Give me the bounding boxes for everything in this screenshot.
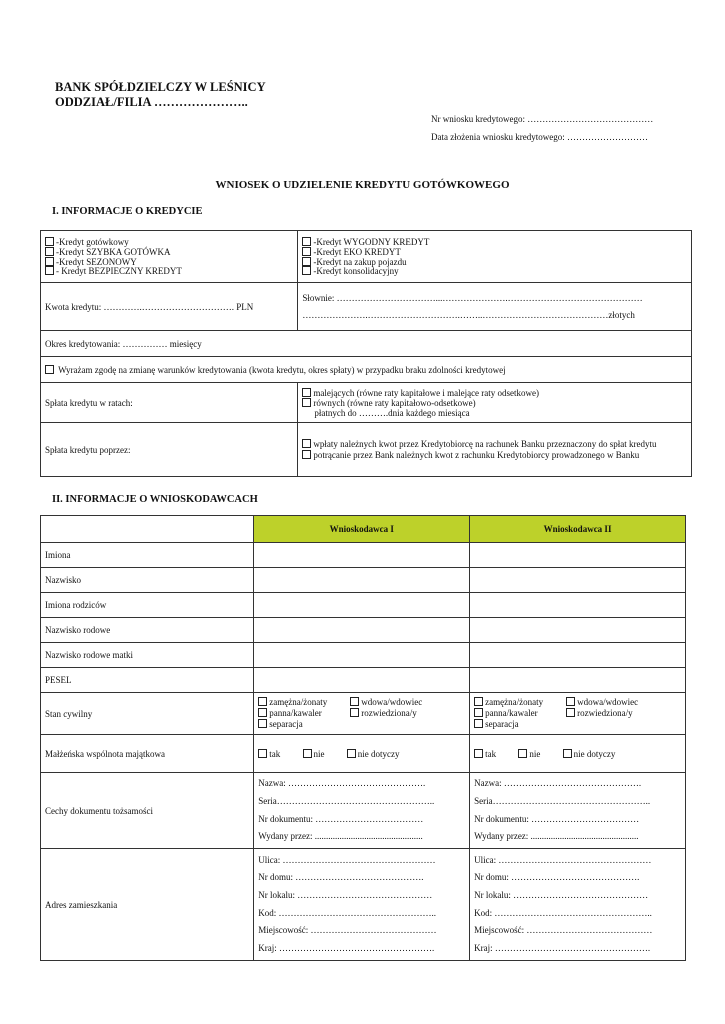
checkbox[interactable] (45, 266, 54, 275)
street-field[interactable]: Ulica: …………………………………………… (474, 854, 652, 865)
credit-type-label: -Kredyt SEZONOWY (56, 256, 137, 267)
option-married: zamężna/żonaty (269, 697, 328, 707)
checkbox[interactable] (258, 708, 267, 717)
amount-in-words[interactable] (298, 283, 692, 331)
application-number-field[interactable]: Nr wniosku kredytowego: …………………………………… (431, 114, 654, 124)
repayment-option-deduction: potrącanie przez Bank należnych kwot z rachunku Kredytobiorcy prowadzonego w Banku (313, 449, 640, 460)
country-field[interactable]: Kraj: ……………………………………………. (474, 942, 651, 953)
applicant-2-surname-input[interactable] (470, 568, 686, 593)
option-no: nie (529, 748, 541, 759)
credit-types-left (41, 231, 298, 283)
credit-info-table (40, 230, 692, 477)
credit-type-label: -Kredyt gotówkowy (56, 237, 129, 248)
row-label-mother-family-name: Nazwisko rodowe matki (41, 643, 254, 668)
checkbox[interactable] (258, 749, 267, 758)
applicant-2-mother-family-name-input[interactable] (470, 643, 686, 668)
option-not-applicable: nie dotyczy (357, 748, 400, 759)
row-label-family-name: Nazwisko rodowe (41, 618, 254, 643)
checkbox[interactable] (45, 247, 54, 256)
application-date-field[interactable]: Data złożenia wniosku kredytowego: ……………………… (431, 132, 648, 142)
option-widowed: wdowa/wdowiec (577, 697, 639, 707)
checkbox[interactable] (302, 237, 311, 246)
option-divorced: rozwiedziona/y (361, 708, 417, 718)
checkbox[interactable] (302, 388, 311, 397)
applicant-2-property (470, 735, 686, 773)
id-name-field[interactable]: Nazwa: ………………………………………. (258, 778, 426, 789)
repayment-label: Spłata kredytu poprzez: (41, 423, 298, 477)
option-no: nie (313, 748, 325, 759)
branch-line: ODDZIAŁ/FILIA ………………….. (55, 95, 248, 109)
applicant-2-id-document (470, 773, 686, 849)
checkbox[interactable] (302, 450, 311, 459)
option-widowed: wdowa/wdowiec (361, 697, 423, 707)
checkbox[interactable] (45, 365, 54, 374)
consent-row (41, 357, 692, 383)
row-label-pesel: PESEL (41, 668, 254, 693)
credit-period-field[interactable]: Okres kredytowania: …………… miesięcy (41, 331, 692, 357)
credit-type-label: -Kredyt SZYBKA GOTÓWKA (56, 246, 171, 257)
repayment-option-transfer: wpłaty należnych kwot przez Kredytobiorcę na rachunek Banku przeznaczony do spłat kredytu (313, 438, 657, 449)
checkbox[interactable] (45, 237, 54, 246)
id-series-field[interactable]: Seria…………………………………………….. (258, 795, 435, 806)
checkbox[interactable] (302, 439, 311, 448)
option-single: panna/kawaler (485, 708, 538, 718)
postal-code-field[interactable]: Kod: …………………………………………….. (258, 907, 437, 918)
section-2-heading: II. INFORMACJE O WNIOSKODAWCACH (52, 494, 258, 505)
applicant-1-civil-status (254, 693, 470, 735)
applicant-1-header: Wnioskodawca I (254, 516, 470, 543)
checkbox[interactable] (302, 398, 311, 407)
checkbox[interactable] (566, 697, 575, 706)
credit-type-label: -Kredyt WYGODNY KREDYT (313, 237, 430, 248)
section-1-heading: I. INFORMACJE O KREDYCIE (52, 206, 203, 217)
applicant-2-address (470, 849, 686, 961)
row-label-parents-names: Imiona rodziców (41, 593, 254, 618)
credit-type-label: - Kredyt BEZPIECZNY KREDYT (56, 266, 182, 277)
checkbox[interactable] (518, 749, 527, 758)
checkbox[interactable] (474, 719, 483, 728)
checkbox[interactable] (45, 257, 54, 266)
applicant-2-first-names-input[interactable] (470, 543, 686, 568)
id-issuer-field[interactable]: Wydany przez: ................................................ (258, 831, 423, 842)
row-label-address: Adres zamieszkania (41, 849, 254, 961)
option-yes: tak (485, 748, 497, 759)
applicant-1-surname-input[interactable] (254, 568, 470, 593)
applicant-2-pesel-input[interactable] (470, 668, 686, 693)
bank-name: BANK SPÓŁDZIELCZY W LEŚNICY (55, 80, 266, 94)
checkbox[interactable] (258, 719, 267, 728)
row-label-property: Małżeńska wspólnota majątkowa (41, 735, 254, 773)
applicant-1-pesel-input[interactable] (254, 668, 470, 693)
apartment-number-field[interactable]: Nr lokalu: ……………………………………… (474, 889, 649, 900)
checkbox[interactable] (347, 749, 356, 758)
applicant-1-address (254, 849, 470, 961)
applicant-1-property (254, 735, 470, 773)
applicant-1-mother-family-name-input[interactable] (254, 643, 470, 668)
country-field[interactable]: Kraj: ……………………………………………. (258, 942, 435, 953)
applicant-1-family-name-input[interactable] (254, 618, 470, 643)
checkbox[interactable] (566, 708, 575, 717)
city-field[interactable]: Miejscowość: …………………………………… (258, 925, 437, 936)
city-field[interactable]: Miejscowość: …………………………………… (474, 925, 653, 936)
checkbox[interactable] (302, 266, 311, 275)
header-empty-cell (41, 516, 254, 543)
applicants-table (40, 515, 686, 961)
checkbox[interactable] (474, 697, 483, 706)
bank-header (55, 80, 266, 110)
applicant-1-first-names-input[interactable] (254, 543, 470, 568)
option-single: panna/kawaler (269, 708, 322, 718)
row-label-id-document: Cechy dokumentu tożsamości (41, 773, 254, 849)
checkbox[interactable] (563, 749, 572, 758)
id-number-field[interactable]: Nr dokumentu: ……………………………… (474, 813, 640, 824)
id-name-field[interactable]: Nazwa: ………………………………………. (474, 778, 642, 789)
checkbox[interactable] (350, 697, 359, 706)
row-label-surname: Nazwisko (41, 568, 254, 593)
payment-day-field[interactable]: płatnych do ……….dnia każdego miesiąca (314, 407, 470, 418)
checkbox[interactable] (302, 247, 311, 256)
credit-type-label: -Kredyt EKO KREDYT (313, 246, 401, 257)
installments-label: Spłata kredytu w ratach: (41, 383, 298, 423)
checkbox[interactable] (474, 749, 483, 758)
house-number-field[interactable]: Nr domu: ……………………………………. (258, 872, 424, 883)
option-yes: tak (269, 748, 281, 759)
option-not-applicable: nie dotyczy (573, 748, 616, 759)
option-divorced: rozwiedziona/y (577, 708, 633, 718)
option-married: zamężna/żonaty (485, 697, 544, 707)
repayment-options (298, 423, 692, 477)
credit-amount-field[interactable]: Kwota kredytu: ………….…………………………. PLN (41, 283, 298, 331)
checkbox[interactable] (258, 697, 267, 706)
applicant-2-civil-status (470, 693, 686, 735)
applicant-2-family-name-input[interactable] (470, 618, 686, 643)
applicant-2-header: Wnioskodawca II (470, 516, 686, 543)
applicant-2-parents-names-input[interactable] (470, 593, 686, 618)
option-separated: separacja (269, 719, 303, 729)
installments-options (298, 383, 692, 423)
id-issuer-field[interactable]: Wydany przez: ................................................ (474, 831, 639, 842)
row-label-first-names: Imiona (41, 543, 254, 568)
street-field[interactable]: Ulica: …………………………………………… (258, 854, 436, 865)
apartment-number-field[interactable]: Nr lokalu: ……………………………………… (258, 889, 433, 900)
row-label-civil-status: Stan cywilny (41, 693, 254, 735)
applicant-1-id-document (254, 773, 470, 849)
option-separated: separacja (485, 719, 519, 729)
credit-type-label: -Kredyt konsolidacyjny (313, 266, 399, 277)
postal-code-field[interactable]: Kod: …………………………………………….. (474, 907, 652, 918)
document-title: WNIOSEK O UDZIELENIE KREDYTU GOTÓWKOWEGO (215, 179, 510, 191)
checkbox[interactable] (474, 708, 483, 717)
words-line-1: Słownie: ……………………………...………………….……………………………………… (302, 293, 643, 303)
applicant-1-parents-names-input[interactable] (254, 593, 470, 618)
words-line-2: ………………….………………………….……..……………………………………złotych (302, 309, 635, 320)
installments-option-equal: równych (równe raty kapitałowo-odsetkowe) (313, 397, 476, 408)
house-number-field[interactable]: Nr domu: ……………………………………. (474, 872, 640, 883)
consent-text: Wyrażam zgodę na zmianę warunków kredytowania (kwota kredytu, okres spłaty) w przypadku braku zdolności kredytowej (58, 364, 506, 375)
id-series-field[interactable]: Seria…………………………………………….. (474, 795, 651, 806)
id-number-field[interactable]: Nr dokumentu: ……………………………… (258, 813, 424, 824)
checkbox[interactable] (303, 749, 312, 758)
checkbox[interactable] (350, 708, 359, 717)
credit-type-label: -Kredyt na zakup pojazdu (313, 256, 407, 267)
installments-option-decreasing: malejących (równe raty kapitałowe i malejące raty odsetkowe) (313, 387, 540, 398)
checkbox[interactable] (302, 257, 311, 266)
credit-types-right (298, 231, 692, 283)
